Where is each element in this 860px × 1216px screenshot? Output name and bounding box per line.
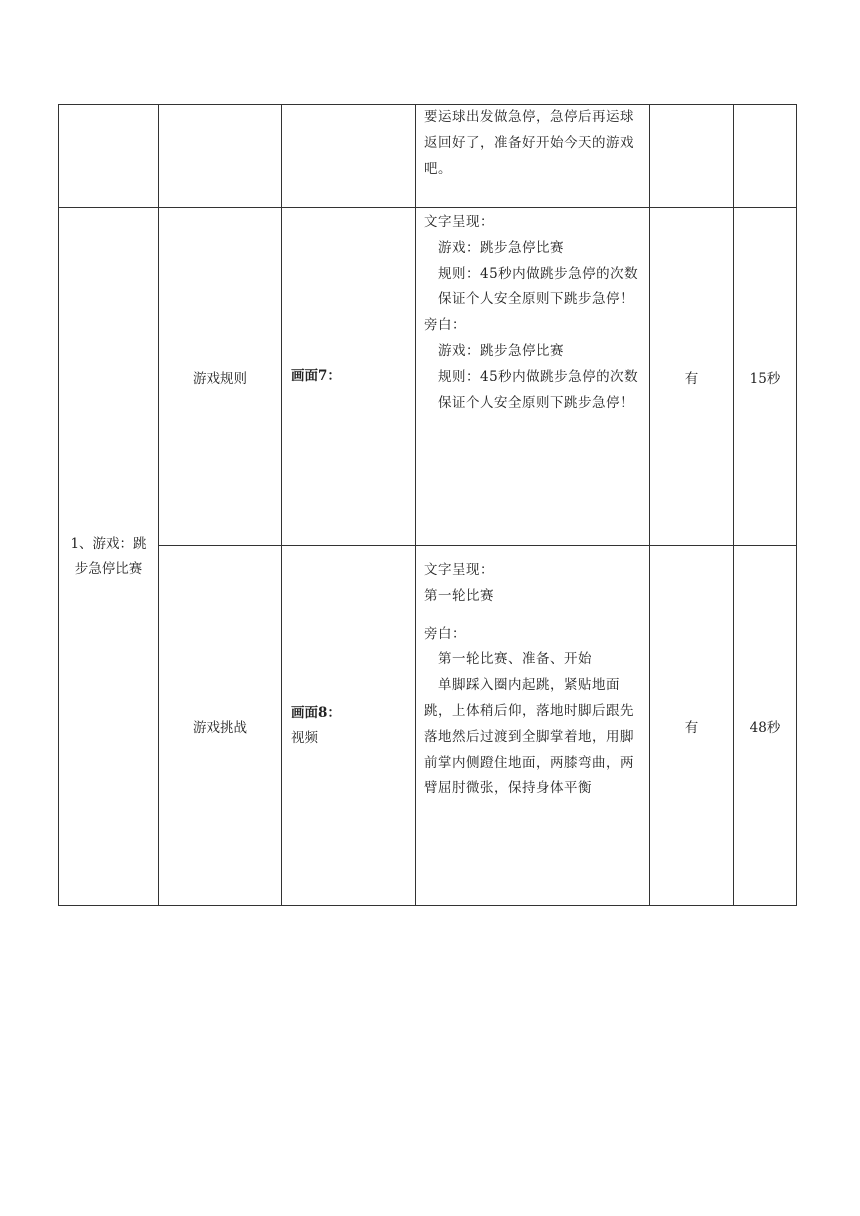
text-line: 保证个人安全原则下跳步急停！ — [438, 291, 634, 308]
music-flag: 有 — [684, 370, 699, 387]
content-cell — [416, 208, 650, 546]
duration-value: 15秒 — [749, 370, 781, 387]
segment-cell — [159, 105, 282, 208]
scene-subtitle: 视频 — [291, 729, 318, 746]
text-label: 文字呈现： — [424, 214, 494, 230]
narration-text: 要运球出发做急停，急停后再运球返回好了，准备好开始今天的游戏吧。 — [424, 109, 634, 177]
scene-cell — [282, 208, 416, 546]
text-line: 规则：45秒内做跳步急停的次数 — [438, 265, 639, 282]
narration-line: 规则：45秒内做跳步急停的次数 — [438, 368, 639, 385]
duration-cell — [734, 208, 797, 546]
scene-title: 画面8： — [291, 704, 341, 721]
segment-cell — [159, 208, 282, 546]
music-cell — [650, 546, 734, 906]
segment-cell — [159, 546, 282, 906]
stage-label: 1、游戏：跳步急停比赛 — [70, 535, 147, 577]
segment-label: 游戏挑战 — [193, 719, 247, 736]
narration-label: 旁白： — [424, 625, 466, 642]
duration-cell — [734, 105, 797, 208]
music-flag: 有 — [684, 719, 699, 736]
text-line: 游戏：跳步急停比赛 — [438, 239, 564, 256]
duration-value: 48秒 — [749, 719, 781, 736]
narration-line: 第一轮比赛、准备、开始 — [438, 651, 592, 668]
narration-line: 保证个人安全原则下跳步急停！ — [438, 394, 634, 411]
narration-line: 游戏：跳步急停比赛 — [438, 342, 564, 359]
table-row — [59, 546, 797, 906]
duration-cell — [734, 546, 797, 906]
stage-cell — [59, 208, 159, 906]
narration-label: 旁白： — [424, 317, 466, 334]
scene-cell — [282, 546, 416, 906]
table-row — [59, 208, 797, 546]
text-label: 文字呈现： — [424, 562, 494, 578]
content-cell — [416, 546, 650, 906]
stage-cell — [59, 105, 159, 208]
storyboard-table — [58, 104, 797, 906]
narration-line: 单脚踩入圈内起跳，紧贴地面跳，上体稍后仰，落地时脚后跟先落地然后过渡到全脚掌着地，用脚前掌内侧蹬住地面，两膝弯曲，两臂屈肘微张，保持身体平衡 — [424, 677, 634, 797]
content-cell — [416, 105, 650, 208]
table-row — [59, 105, 797, 208]
text-line: 第一轮比赛 — [424, 587, 494, 604]
scene-title: 画面7： — [291, 368, 341, 384]
segment-label: 游戏规则 — [193, 370, 247, 387]
music-cell — [650, 208, 734, 546]
scene-cell — [282, 105, 416, 208]
music-cell — [650, 105, 734, 208]
